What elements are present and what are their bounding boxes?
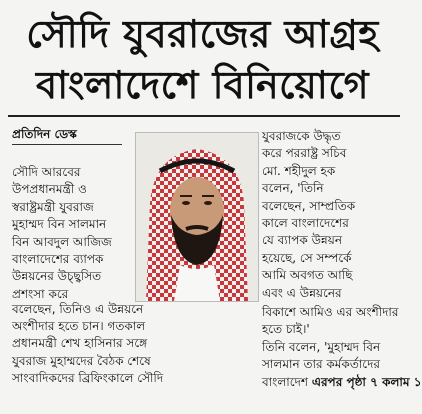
- byline-underline: [12, 144, 122, 145]
- right-wide-lines: [262, 304, 422, 391]
- text-line: বলেন, 'তিনি: [262, 181, 324, 196]
- text-line: বলেছেন, তিনিও এ উন্নয়নে: [12, 302, 144, 316]
- left-wide-lines-a: [12, 301, 252, 387]
- text-line: বিন আবদুল আজিজ: [12, 234, 112, 249]
- text-line: সৌদি আরবের: [12, 165, 81, 179]
- previous-article-strip: [0, 0, 405, 6]
- text-line: বাংলাদেশের ব্যাপক: [12, 252, 104, 267]
- headline-line-1: সৌদি যুবরাজের আগ্রহ: [26, 12, 379, 56]
- text-line: মুহাম্মদ বিন সালমান: [12, 217, 107, 232]
- text-line: অংশীদার হতে চান। গতকাল: [12, 319, 146, 334]
- text-line: বলেছেন, সাম্প্রতিক: [262, 198, 356, 213]
- headline-line-2: বাংলাদেশে বিনিয়োগে: [36, 63, 369, 107]
- jump-line: [262, 374, 422, 391]
- left-column: [12, 164, 128, 303]
- text-line: প্রধানমন্ত্রী শেখ হাসিনার সঙ্গে: [12, 336, 148, 351]
- text-line: উপপ্রধানমন্ত্রী ও: [12, 182, 87, 197]
- text-line: কালে বাংলাদেশের: [262, 216, 349, 231]
- text-line: যুবরাজকে উদ্ধৃত: [262, 129, 341, 143]
- right-column: [262, 128, 398, 302]
- portrait-photo: [135, 132, 259, 302]
- jump-text: বাংলাদেশ: [262, 374, 308, 389]
- text-line: বিকাশে আমিও এর অংশীদার: [262, 305, 399, 319]
- text-line: করে পররাষ্ট্র সচিব: [262, 146, 347, 161]
- text-line: যুবরাজ মুহাম্মদের বৈঠক শেষে: [12, 353, 151, 368]
- text-line: উন্নয়নের উচ্ছ্বসিত: [12, 269, 102, 284]
- text-line: স্বরাষ্ট্রমন্ত্রী যুবরাজ: [12, 199, 94, 214]
- text-line: সালমান তার কর্মকর্তাদের: [262, 357, 381, 372]
- portrait-illustration: [136, 133, 258, 301]
- text-line: যে ব্যাপক উন্নয়ন: [262, 233, 343, 248]
- text-line: আমি অবগত আছি: [262, 268, 353, 283]
- text-line: প্রশংসা করে: [12, 286, 69, 301]
- text-line: সাংবাদিকদের ব্রিফিংকালে সৌদি: [12, 370, 164, 385]
- headline-divider: [8, 115, 400, 117]
- continuation-note: এরপর পৃষ্ঠা ৭ কলাম ১: [311, 374, 422, 389]
- text-line: এবং এ উন্নয়নের: [262, 285, 342, 300]
- text-line: হতে চাই।': [262, 322, 310, 337]
- byline: প্রতিদিন ডেস্ক: [12, 127, 77, 141]
- text-line: হয়েছে, সে সম্পর্কে: [262, 250, 352, 265]
- text-line: তিনি বলেন, 'মুহাম্মদ বিন: [262, 339, 381, 354]
- text-line: মো. শহীদুল হক: [262, 163, 336, 178]
